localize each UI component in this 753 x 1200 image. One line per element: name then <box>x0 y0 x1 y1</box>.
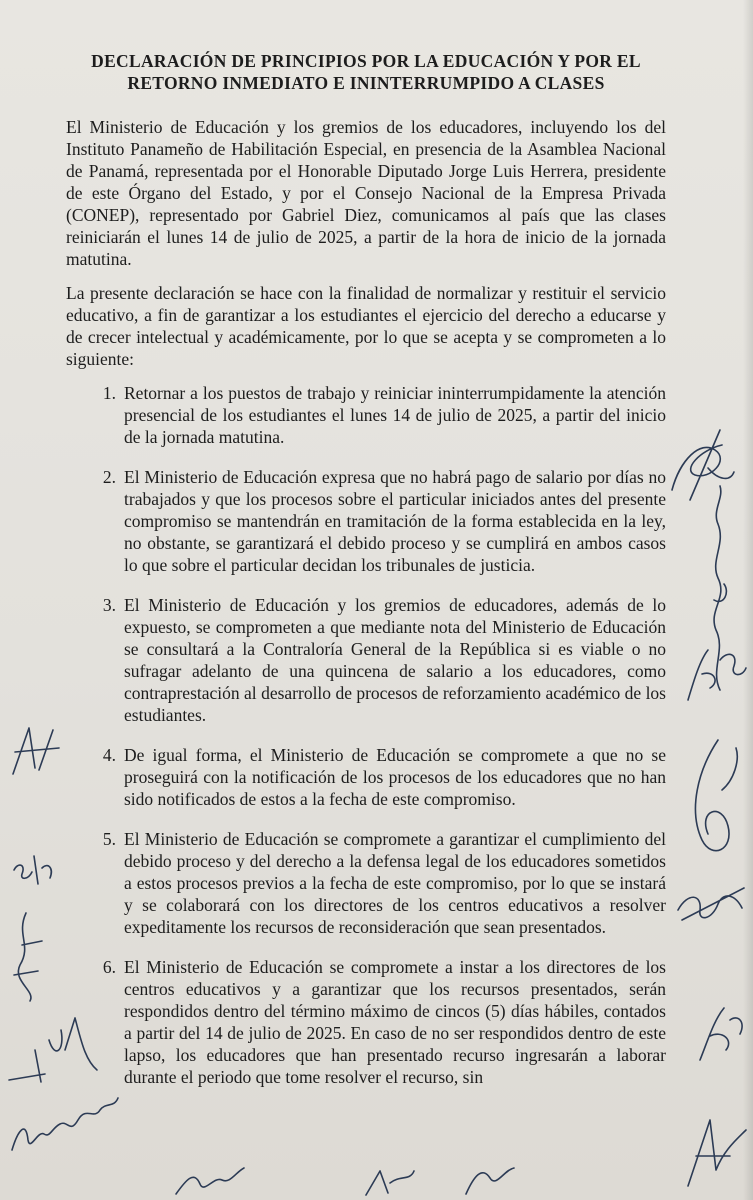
commitment-item-1 <box>66 382 666 448</box>
commitment-item-6 <box>66 956 666 1088</box>
signature-left-2 <box>8 848 58 888</box>
item-text: El Ministerio de Educación se compromete a instar a los directores de los centros educativos y a garantizar que los recursos presentados, serán respondidos dentro del término máximo de cincos (5) días hábiles, contados a partir del 14 de julio de 2025. En caso de no ser respondidos dentro de este lapso, los educadores que han presentado recurso ingresarán a laborar durante el periodo que tome resolver el recurso, sin <box>124 957 666 1087</box>
item-number: 4. <box>102 745 116 765</box>
signature-right-6 <box>690 1000 750 1070</box>
item-text: El Ministerio de Educación expresa que no habrá pago de salario por días no trabajados y que los procesos sobre el particular iniciados antes del presente compromiso se mantendrán en tramitación de la forma establecida en la ley, no obstante, se garantizará el debido proceso y se cumplirá en ambos casos lo que sobre el particular decidan los tribunales de justicia. <box>124 467 666 575</box>
title-line-1: DECLARACIÓN DE PRINCIPIOS POR LA EDUCACIÓN Y POR EL <box>91 51 641 71</box>
purpose-paragraph: La presente declaración se hace con la finalidad de normalizar y restituir el servicio educativo, a fin de garantizar a los estudiantes el ejercicio del derecho a educarse y de crecer intelectual y académicamente, por lo que se acepta y se comprometen a lo siguiente: <box>66 283 666 369</box>
signature-right-3 <box>680 630 750 710</box>
item-number: 1. <box>102 383 116 403</box>
signature-bottom-3 <box>460 1158 520 1198</box>
document-body <box>66 50 666 1106</box>
signature-left-3 <box>2 905 52 1005</box>
signature-left-4 <box>5 1010 105 1090</box>
item-text: Retornar a los puestos de trabajo y reiniciar ininterrumpidamente la atención presencial de los estudiantes el lunes 14 de julio de 2025, a partir del inicio de la jornada matutina. <box>124 383 666 447</box>
signature-bottom-2 <box>360 1165 420 1200</box>
title-line-2: RETORNO INMEDIATO E ININTERRUMPIDO A CLASES <box>127 73 605 93</box>
signature-right-4 <box>678 730 748 870</box>
item-number: 2. <box>102 467 116 487</box>
document-title <box>66 50 666 94</box>
item-text: De igual forma, el Ministerio de Educación se compromete a que no se proseguirá con la notificación de los procesos de los educadores que no han sido notificados de estos a la fecha de este compromiso. <box>124 745 666 809</box>
commitment-item-2 <box>66 466 666 576</box>
signature-right-7 <box>680 1110 750 1190</box>
commitment-item-5 <box>66 828 666 938</box>
intro-paragraph: El Ministerio de Educación y los gremios de los educadores, incluyendo los del Instituto Panameño de Habilitación Especial, en presencia de la Asamblea Nacional de Panamá, representada por el Honorable Diputado Jorge Luis Herrera, presidente de este Órgano del Estado, y por el Consejo Nacional de la Empresa Privada (CONEP), representado por Gabriel Diez, comunicamos al país que las clases reiniciarán el lunes 14 de julio de 2025, a partir de la hora de inicio de la jornada matutina. <box>66 117 666 269</box>
signature-left-1 <box>5 720 65 780</box>
item-text: El Ministerio de Educación se compromete a garantizar el cumplimiento del debido proceso y del derecho a la defensa legal de los educadores sometidos a estos procesos previos a la fecha de este compromiso, por lo que se instará y se colaborará con los directores de los centros educativos a resolver expeditamente los recursos de reconsideración que sean presentados. <box>124 829 666 937</box>
item-number: 3. <box>102 595 116 615</box>
commitment-item-3 <box>66 594 666 726</box>
signature-right-5 <box>672 880 748 930</box>
item-text: El Ministerio de Educación y los gremios de educadores, además de lo expuesto, se comprometen a que mediante nota del Ministerio de Educación se consultará a la Contraloría General de la República si es viable o no sufragar adelanto de una quincena de salario a los educadores, como contraprestación al desarrollo de procesos de reforzamiento académico de los estudiantes. <box>124 595 666 725</box>
commitment-item-4 <box>66 744 666 810</box>
signature-bottom-1 <box>170 1160 250 1200</box>
signature-left-5 <box>8 1090 123 1160</box>
item-number: 6. <box>102 957 116 977</box>
item-number: 5. <box>102 829 116 849</box>
commitments-list <box>66 382 666 1088</box>
